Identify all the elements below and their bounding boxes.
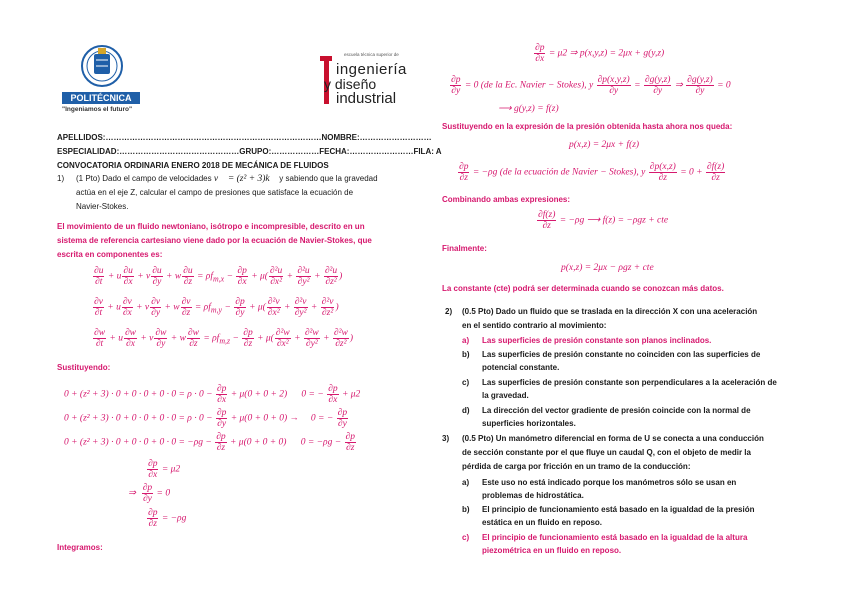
pressure-partial-eq: p(x,z) = 2μx + f(z) [569,140,640,150]
q3-option-c[interactable] [462,531,797,559]
school-logo [318,52,418,112]
integramos-heading: Integramos: [57,543,103,552]
integration-eq-3: ⟶ g(y,z) = f(z) [498,104,559,114]
upm-motto: "Ingeniamos el futuro" [62,106,133,113]
combinando-heading: Combinando ambas expresiones: [442,195,571,204]
especialidad-line: ESPECIALIDAD:………………………………………GRUPO:………………FECHA:……………………FILA: A [57,147,442,156]
q3-stem-line2: de sección constante por el que fluye un caudal Q, con el objeto de medir la [462,448,751,457]
substituted-eq-3: 0 + (z² + 3) · 0 + 0 · 0 + 0 · 0 = −ρg − $\frac{\partial p}{\partial z}$ + μ(0 + 0 + 0) 0 = −ρg − $\frac{\partial p}{\partial z}$ [64,432,355,453]
school-line1: ingeniería [336,61,407,78]
q2-option-c-line1: Las superficies de presión constante son perpendiculares a la aceleración de [482,378,777,387]
q3-number: 3) [442,434,450,443]
school-line2: y diseño [324,76,377,92]
q2-stem-line2: en el sentido contrario al movimiento: [462,321,607,330]
q2-option-d-letter: d) [462,406,470,415]
upm-wordmark: POLITÉCNICA [62,92,140,104]
q2-option-c-line2: la gravedad. [482,391,529,400]
system-eq-z: $\frac{\partial p}{\partial z}$ = −ρg [148,508,187,529]
q3-option-a-line1: Este uso no está indicado porque los manómetros sólo se usan en [482,478,737,487]
integration-eq-1: $\frac{\partial p}{\partial x}$ = μ2 ⇒ p(x,y,z) = 2μx + g(y,z) [535,43,665,64]
navier-stokes-y: $\frac{\partial v}{\partial t}$ + u $\frac{\partial v}{\partial x}$ + v $\frac{\partial v}{\partial y}$ + w $\frac{\partial v}{\partial z}$ = $\rho f_{m,y}$ − $\frac{\partial p}{\partial y}$ + μ( $\frac{\text{∂²v}}{\text{∂x²}}$ + $\frac{\text{∂²v}}{\text{∂y²}}$ + $\frac{\text{∂²v}}{\text{∂z²}}$ ) [94,297,339,318]
combined-eq: $\frac{\partial f(z)}{\partial z}$ = −ρg ⟶ f(z) = −ρgz + cte [538,210,669,231]
q1-statement-line2: actúa en el eje Z, calcular el campo de presiones que satisface la ecuación de [76,188,354,197]
q3-option-b-letter: b) [462,505,470,514]
q2-option-a-text: Las superficies de presión constante son planos inclinados. [482,336,712,345]
q1-line1-b: y sabiendo que la gravedad [279,174,378,183]
q2-stem-line1: (0.5 Pto) Dado un fluido que se traslada en la dirección X con una aceleración [462,307,758,316]
final-pressure-eq: p(x,z) = 2μx − ρgz + cte [561,263,654,273]
q3-option-a-letter: a) [462,478,470,487]
q2-option-d[interactable] [462,404,797,432]
q3-stem-line3: pérdida de carga por fricción en un tramo de la conducción: [462,462,691,471]
q1-statement-line1 [76,174,378,184]
answer-intro-line3: escrita en componentes es: [57,250,163,259]
q2-option-b-line1: Las superficies de presión constante no coinciden con las superficies de [482,350,761,359]
integration-eq-4: $\frac{\partial p}{\partial z}$ = −ρg (de la ecuación de Navier − Stokes), y $\frac{\partial p(x,z)}{\partial z}$ = 0 + $\frac{\partial f(z)}{\partial z}$ [459,162,725,183]
q3-option-c-letter: c) [462,533,470,542]
q1-number: 1) [57,174,65,183]
finalmente-heading: Finalmente: [442,244,487,253]
school-small-text: escuela técnica superior de [344,52,399,57]
q3-option-b-line2: estática en un fluido en reposo. [482,518,603,527]
upm-logo [62,42,142,122]
integration-eq-2: $\frac{\partial p}{\partial y}$ = 0 (de la Ec. Navier − Stokes), y $\frac{\partial p(x,y,z)}{\partial y}$ = $\frac{\partial g(y,z)}{\partial y}$ ⇒ $\frac{\partial g(y,z)}{\partial y}$ = 0 [451,75,731,96]
q3-option-a[interactable] [462,476,797,504]
answer-intro-line1: El movimiento de un fluido newtoniano, isótropo e incompresible, descrito en un [57,222,365,231]
q2-option-b[interactable] [462,348,797,376]
q2-option-c-letter: c) [462,378,470,387]
q3-option-c-line2: piezométrica en un fluido en reposo. [482,546,622,555]
apellidos-line: APELLIDOS:………………………………………………………………………NOMBRE:……………………… [57,133,432,142]
sustituyendo-heading: Sustituyendo: [57,363,111,372]
system-eq-x: $\frac{\partial p}{\partial x}$ = μ2 [148,459,181,480]
q2-number: 2) [445,307,453,316]
substituted-eq-2: 0 + (z² + 3) · 0 + 0 · 0 + 0 · 0 = ρ · 0 − $\frac{\partial p}{\partial y}$ + μ(0 + 0 + 0) → 0 = − $\frac{\partial p}{\partial y}$ [64,408,348,429]
school-line3: industrial [336,90,397,107]
q3-option-a-line2: problemas de hidrostática. [482,491,584,500]
navier-stokes-z: $\frac{\partial w}{\partial t}$ + u $\frac{\partial w}{\partial x}$ + v $\frac{\partial w}{\partial y}$ + w $\frac{\partial w}{\partial z}$ = $\rho f_{m,z}$ − $\frac{\partial p}{\partial z}$ + μ( $\frac{\text{∂²w}}{\text{∂x²}}$ + $\frac{\text{∂²w}}{\text{∂y²}}$ + $\frac{\text{∂²w}}{\text{∂z²}}$ ) [94,328,353,349]
q2-option-b-line2: potencial constante. [482,363,560,372]
q2-option-a-letter: a) [462,336,470,345]
q2-option-d-line2: superficies horizontales. [482,419,576,428]
system-eq-y: ⇒ $\frac{\partial p}{\partial y}$ = 0 [128,483,171,504]
q2-option-c[interactable] [462,376,797,404]
navier-stokes-x: $\frac{\partial u}{\partial t}$ + u $\frac{\partial u}{\partial x}$ + v $\frac{\partial u}{\partial y}$ + w $\frac{\partial u}{\partial z}$ = $\rho f_{m,x}$ − $\frac{\partial p}{\partial x}$ + μ( $\frac{\text{∂²u}}{\text{∂x²}}$ + $\frac{\text{∂²u}}{\text{∂y²}}$ + $\frac{\text{∂²u}}{\text{∂z²}}$ ) [94,266,343,287]
q3-option-b-line1: El principio de funcionamiento está basado en la igualdad de la presión [482,505,755,514]
q1-line1-a: (1 Pto) Dado el campo de velocidades [76,174,212,183]
q3-option-c-line1: El principio de funcionamiento está basado en la igualdad de la altura [482,533,748,542]
q3-stem-line1: (0.5 Pto) Un manómetro diferencial en forma de U se conecta a una conducción [462,434,764,443]
q2-option-d-line1: La dirección del vector gradiente de presión coincide con la normal de [482,406,751,415]
combined-eq-rhs: = −ρg ⟶ f(z) = −ρgz + cte [559,215,669,226]
q3-option-b[interactable] [462,503,797,531]
q1-statement-line3: Navier-Stokes. [76,202,129,211]
convocatoria-line: CONVOCATORIA ORDINARIA ENERO 2018 DE MECÁNICA DE FLUIDOS [57,161,329,170]
constant-note: La constante (cte) podrá ser determinada cuando se conozcan más datos. [442,284,724,293]
q1-velocity-field: v⃗ = (z² + 3)k⃗ [213,174,278,184]
substituted-eq-1: 0 + (z² + 3) · 0 + 0 · 0 + 0 · 0 = ρ · 0 − $\frac{\partial p}{\partial x}$ + μ(0 + 0 + 2) 0 = − $\frac{\partial p}{\partial x}$ + μ2 [64,384,361,405]
q2-option-b-letter: b) [462,350,470,359]
answer-intro-line2: sistema de referencia cartesiano viene dado por la ecuación de Navier-Stokes, que [57,236,372,245]
sustituyendo-expr: Sustituyendo en la expresión de la presión obtenida hasta ahora nos queda: [442,122,733,131]
